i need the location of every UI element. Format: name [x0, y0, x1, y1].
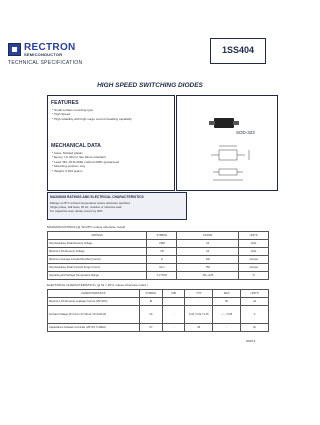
features-list: [52, 108, 132, 121]
max-ratings-table-label: MAXIMUM RATINGS (@ Ta=25°C unless otherwise noted): [47, 225, 126, 229]
table-cell: 30: [185, 324, 213, 332]
table-cell: Maximum DC Reverse Leakage Current (VR=20V): [48, 298, 140, 306]
list-item: * Weight: 0.004 grams: [52, 168, 83, 173]
table-cell: TJ,TSTG: [147, 272, 177, 280]
table-cell: -55~+125: [177, 272, 239, 280]
list-item: * Lead: MIL-STD-202E method 208C guaranteed: [52, 159, 120, 164]
max-ratings-table: [47, 231, 269, 280]
table-cell: Capacitance between terminals (VR=0V, f=1MHz): [48, 324, 140, 332]
table-cell: V: [241, 306, 269, 324]
mechanical-list: [52, 151, 119, 173]
table-cell: 50: [213, 298, 241, 306]
table-row: [48, 306, 269, 324]
max-ratings-notes: [50, 201, 130, 213]
features-heading: FEATURES: [51, 100, 79, 106]
table-cell: [163, 298, 185, 306]
table-header-cell: 1SS404: [177, 232, 239, 240]
table-cell: VRM: [147, 240, 177, 248]
table-header-cell: MAX: [213, 290, 241, 298]
table-cell: Maximum DC Reverse Voltage: [48, 248, 147, 256]
table-row: [48, 324, 269, 332]
table-row: [48, 272, 269, 280]
brand-name: RECTRON: [24, 42, 76, 53]
page-title: HIGH SPEED SWITCHING DIODES: [97, 82, 203, 89]
table-cell: -: [185, 298, 213, 306]
table-row: [48, 240, 269, 248]
list-item: * High reliability with high surge current handling capability: [52, 116, 132, 121]
table-cell: Non-Repetitive Peak Forward Surge Current: [48, 264, 147, 272]
list-item: * Case: Molded plastic: [52, 151, 83, 155]
table-cell: 20: [177, 248, 239, 256]
package-name: SOD-323: [236, 130, 255, 135]
table-header-cell: RATINGS: [48, 232, 147, 240]
table-header-cell: SYMBOL: [139, 290, 163, 298]
table-cell: Ifsm: [147, 264, 177, 272]
table-cell: Forward Voltage (IF=1mA / IF=10mA / IF=100mA): [48, 306, 140, 324]
table-header-cell: TYP: [185, 290, 213, 298]
table-cell: Maximum Average Forward Rectified Current: [48, 256, 147, 264]
table-row: [48, 256, 269, 264]
table-cell: mAmps: [239, 256, 269, 264]
table-header-cell: MIN: [163, 290, 185, 298]
table-cell: 0.24 / 0.32 / 0.45: [185, 306, 213, 324]
note-line: For capacitive load, derate current by 20%.: [50, 209, 104, 213]
note-line: Single phase, half wave, 60 Hz, resistive or inductive load.: [50, 205, 123, 209]
table-row: [48, 248, 269, 256]
table-header-cell: UNITS: [241, 290, 269, 298]
table-cell: -: [163, 306, 185, 324]
document-revision-code: 2009-5: [246, 339, 256, 343]
list-item: * Mounting position: Any: [52, 164, 86, 169]
rectron-logo-icon: [8, 43, 21, 56]
table-cell: IR: [139, 298, 163, 306]
table-cell: 100: [177, 256, 239, 264]
table-row: [48, 298, 269, 306]
table-header-cell: CHARACTERISTICS: [48, 290, 140, 298]
table-cell: 750: [177, 264, 239, 272]
table-cell: -: [163, 324, 185, 332]
electrical-table-label: ELECTRICAL CHARACTERISTICS ( @ Ta = 25°C unless otherwise noted ): [47, 283, 148, 287]
table-cell: uA: [241, 298, 269, 306]
table-cell: °C: [239, 272, 269, 280]
table-cell: Volts: [239, 240, 269, 248]
table-cell: CT: [139, 324, 163, 332]
table-header-cell: UNITS: [239, 232, 269, 240]
table-header-row: [48, 290, 269, 298]
table-cell: Non-Repetitive Peak Reverse Voltage: [48, 240, 147, 248]
table-cell: VR: [147, 248, 177, 256]
table-cell: Volts: [239, 248, 269, 256]
table-cell: 20: [177, 240, 239, 248]
table-cell: Operating and Storage Temperature Range: [48, 272, 147, 280]
electrical-characteristics-table: [47, 289, 269, 332]
table-cell: pF: [241, 324, 269, 332]
list-item: * Epoxy: UL 94V-O rate flame retardant: [52, 155, 106, 160]
mechanical-heading: MECHANICAL DATA: [51, 143, 101, 149]
table-row: [48, 264, 269, 272]
table-header-cell: SYMBOL: [147, 232, 177, 240]
brand-subtitle: SEMICONDUCTOR: [24, 52, 63, 57]
table-cell: -: [213, 324, 241, 332]
table-cell: VF: [139, 306, 163, 324]
package-dimension-drawing: [205, 142, 265, 186]
table-header-row: [48, 232, 269, 240]
table-cell: Io: [147, 256, 177, 264]
list-item: * Small surface mounting type: [52, 108, 94, 112]
technical-specification-label: TECHNICAL SPECIFICATION: [8, 60, 83, 66]
note-line: Ratings at 25°C ambient temperature unless otherwise specified.: [50, 201, 131, 205]
part-number: 1SS404: [221, 45, 255, 55]
table-cell: mAmps: [239, 264, 269, 272]
list-item: * High Speed: [52, 112, 71, 117]
table-cell: - / - / 0.55: [213, 306, 241, 324]
max-ratings-heading: MAXIMUM RATINGS AND ELECTRICAL CHARACTERISTICS: [50, 195, 144, 199]
